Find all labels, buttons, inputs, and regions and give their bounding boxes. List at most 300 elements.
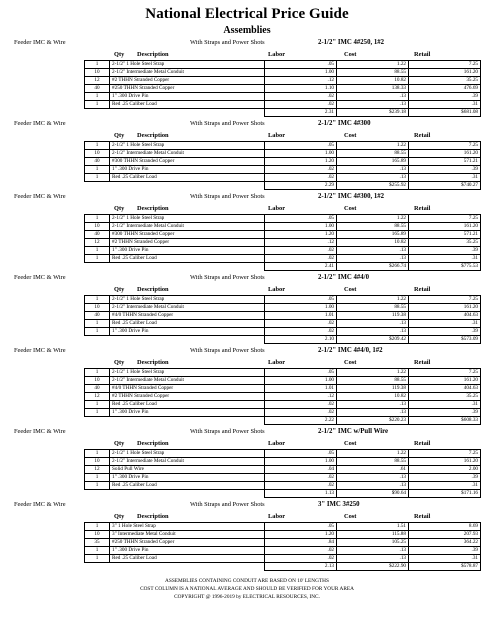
section-category: Feeder IMC & Wire [14,501,66,508]
cell-desc: 2-1/2" Intermediate Metal Conduit [110,223,265,231]
cell-cost: .13 [337,255,409,263]
items-table [84,522,481,571]
table-row [85,231,481,239]
cell-labor: .02 [265,409,337,417]
column-headers [0,357,494,368]
column-header-description: Description [137,513,169,520]
cell-retail: 404.63 [409,385,481,393]
cell-cost: .13 [337,174,409,182]
cell-retail: 7.25 [409,215,481,223]
cell-retail: 404.63 [409,312,481,320]
cell-retail: 161.20 [409,150,481,158]
cell-qty: 40 [85,231,110,239]
cell-desc: Red .25 Caliber Load [110,555,265,563]
cell-desc: #2 THHN Stranded Copper [110,393,265,401]
total-retail: $578.87 [409,563,481,571]
cell-qty: 1 [85,61,110,69]
cell-labor: 1.20 [265,158,337,166]
table-row [85,158,481,166]
cell-desc: Red .25 Caliber Load [110,101,265,109]
table-row [85,409,481,417]
cell-labor: .02 [265,320,337,328]
table-row [85,77,481,85]
assembly-name: 2-1/2" IMC 4#250, 1#2 [318,39,385,46]
table-row [85,215,481,223]
cell-retail: 7.25 [409,142,481,150]
column-header-retail: Retail [414,359,431,366]
column-header-cost: Cost [344,513,357,520]
blank-cell [110,109,265,117]
items-table [84,141,481,190]
cell-labor: .05 [265,369,337,377]
cell-qty: 1 [85,369,110,377]
section-header [0,117,494,130]
cell-labor: .05 [265,215,337,223]
column-header-description: Description [137,359,169,366]
cell-cost: .13 [337,101,409,109]
cell-labor: .05 [265,142,337,150]
blank-cell [110,182,265,190]
cell-labor: 1.00 [265,69,337,77]
cell-cost: .13 [337,474,409,482]
table-row [85,458,481,466]
total-labor: 2.13 [265,563,337,571]
cell-qty: 10 [85,377,110,385]
column-header-labor: Labor [268,51,286,58]
cell-desc: Red .25 Caliber Load [110,174,265,182]
section-header [0,425,494,438]
column-header-labor: Labor [268,132,286,139]
cell-retail: 7.25 [409,450,481,458]
cell-labor: .12 [265,239,337,247]
cell-labor: .04 [265,466,337,474]
total-retail: $740.27 [409,182,481,190]
cell-cost: 119.38 [337,312,409,320]
cell-qty: 10 [85,150,110,158]
cell-retail: 35.25 [409,239,481,247]
column-header-qty: Qty [114,440,125,447]
section-category: Feeder IMC & Wire [14,274,66,281]
table-row [85,531,481,539]
cell-labor: .02 [265,482,337,490]
column-header-cost: Cost [344,205,357,212]
section-header [0,36,494,49]
total-cost: $239.18 [337,109,409,117]
cell-desc: 1" .300 Drive Pin [110,93,265,101]
column-header-labor: Labor [268,513,286,520]
column-header-description: Description [137,132,169,139]
assembly-name: 2-1/2" IMC 4#300 [318,120,371,127]
table-row [85,174,481,182]
blank-cell [85,490,110,498]
table-row [85,539,481,547]
cell-desc: 2-1/2" 1 Hole Steel Strap [110,61,265,69]
table-row [85,150,481,158]
total-retail: $171.16 [409,490,481,498]
section-category: Feeder IMC & Wire [14,120,66,127]
table-row [85,247,481,255]
cell-retail: .31 [409,482,481,490]
cell-qty: 1 [85,523,110,531]
cell-cost: .13 [337,247,409,255]
cell-cost: 10.82 [337,77,409,85]
cell-retail: 571.21 [409,158,481,166]
assembly-section [0,498,494,571]
total-retail: $573.09 [409,336,481,344]
total-cost: $266.74 [337,263,409,271]
assembly-section [0,36,494,117]
column-header-qty: Qty [114,359,125,366]
cell-cost: 105.25 [337,539,409,547]
cell-desc: 2-1/2" 1 Hole Steel Strap [110,142,265,150]
cell-cost: 88.55 [337,377,409,385]
cell-retail: .31 [409,255,481,263]
cell-cost: 1.22 [337,61,409,69]
total-labor: 2.22 [265,417,337,425]
cell-desc: #250 THHN Stranded Copper [110,539,265,547]
cell-qty: 12 [85,77,110,85]
cell-cost: 88.55 [337,69,409,77]
cell-desc: 1" .300 Drive Pin [110,166,265,174]
assembly-name: 2-1/2" IMC 4#4/0, 1#2 [318,347,383,354]
cell-labor: .02 [265,93,337,101]
table-row [85,304,481,312]
cell-desc: #300 THHN Stranded Copper [110,158,265,166]
cell-labor: 1.00 [265,223,337,231]
column-header-retail: Retail [414,205,431,212]
cell-desc: 2-1/2" 1 Hole Steel Strap [110,215,265,223]
cell-desc: #2 THHN Stranded Copper [110,77,265,85]
section-category: Feeder IMC & Wire [14,193,66,200]
cell-qty: 12 [85,466,110,474]
assembly-sections [0,36,494,571]
section-note: With Straps and Power Shots [190,501,265,508]
column-header-labor: Labor [268,286,286,293]
blank-cell [85,263,110,271]
column-header-labor: Labor [268,205,286,212]
table-row [85,320,481,328]
cell-qty: 12 [85,239,110,247]
cell-labor: .02 [265,474,337,482]
total-labor: 1.13 [265,490,337,498]
assembly-section [0,190,494,271]
table-row [85,239,481,247]
column-headers [0,49,494,60]
cell-cost: .13 [337,547,409,555]
cell-labor: 1.10 [265,85,337,93]
section-category: Feeder IMC & Wire [14,347,66,354]
cell-cost: 165.89 [337,231,409,239]
cell-cost: .13 [337,93,409,101]
cell-cost: 138.33 [337,85,409,93]
total-cost: $90.64 [337,490,409,498]
column-header-retail: Retail [414,51,431,58]
total-row [85,109,481,117]
cell-retail: 7.25 [409,61,481,69]
cell-retail: .39 [409,166,481,174]
assembly-name: 2-1/2" IMC 4#300, 1#2 [318,193,385,200]
cell-cost: 1.51 [337,523,409,531]
total-row [85,563,481,571]
column-header-retail: Retail [414,440,431,447]
cell-desc: Solid Pull Wire [110,466,265,474]
column-header-retail: Retail [414,513,431,520]
cell-retail: 161.20 [409,458,481,466]
cell-desc: 2-1/2" Intermediate Metal Conduit [110,69,265,77]
blank-cell [85,417,110,425]
cell-desc: #4/0 THHN Stranded Copper [110,385,265,393]
cell-labor: .02 [265,555,337,563]
total-row [85,417,481,425]
cell-desc: 2-1/2" Intermediate Metal Conduit [110,458,265,466]
table-row [85,523,481,531]
total-labor: 2.31 [265,109,337,117]
footer-line: COST COLUMN IS A NATIONAL AVERAGE AND SHOULD BE VERIFIED FOR YOUR AREA [140,586,354,592]
cell-retail: 161.20 [409,69,481,77]
items-table [84,60,481,117]
cell-labor: .02 [265,255,337,263]
cell-qty: 1 [85,142,110,150]
section-note: With Straps and Power Shots [190,347,265,354]
cell-desc: Red .25 Caliber Load [110,401,265,409]
cell-labor: .02 [265,166,337,174]
column-header-cost: Cost [344,440,357,447]
column-header-cost: Cost [344,359,357,366]
cell-qty: 40 [85,312,110,320]
page-footer [0,577,494,601]
blank-cell [110,417,265,425]
cell-cost: .61 [337,466,409,474]
total-retail: $775.53 [409,263,481,271]
table-row [85,474,481,482]
column-header-labor: Labor [268,440,286,447]
section-header [0,498,494,511]
table-row [85,85,481,93]
cell-cost: 165.89 [337,158,409,166]
cell-labor: 1.01 [265,385,337,393]
total-row [85,336,481,344]
cell-labor: .05 [265,450,337,458]
blank-cell [85,336,110,344]
cell-cost: .13 [337,482,409,490]
cell-qty: 1 [85,328,110,336]
cell-desc: 2-1/2" 1 Hole Steel Strap [110,369,265,377]
cell-cost: 88.55 [337,304,409,312]
cell-retail: 364.22 [409,539,481,547]
column-header-qty: Qty [114,132,125,139]
table-row [85,555,481,563]
cell-labor: 1.00 [265,150,337,158]
cell-qty: 1 [85,555,110,563]
assembly-name: 2-1/2" IMC w/Pull Wire [318,428,389,435]
cell-qty: 1 [85,101,110,109]
table-row [85,296,481,304]
total-labor: 2.29 [265,182,337,190]
cell-desc: 1" .300 Drive Pin [110,409,265,417]
column-headers [0,511,494,522]
cell-desc: 2-1/2" Intermediate Metal Conduit [110,150,265,158]
page-title: National Electrical Price Guide [145,6,349,22]
table-row [85,328,481,336]
blank-cell [110,263,265,271]
cell-qty: 10 [85,531,110,539]
blank-cell [110,490,265,498]
table-row [85,101,481,109]
column-header-cost: Cost [344,132,357,139]
cell-labor: .02 [265,328,337,336]
cell-retail: 7.25 [409,369,481,377]
items-table [84,368,481,425]
cell-retail: 207.93 [409,531,481,539]
cell-desc: Red .25 Caliber Load [110,482,265,490]
table-row [85,393,481,401]
cell-retail: 7.25 [409,296,481,304]
blank-cell [85,109,110,117]
section-note: With Straps and Power Shots [190,39,265,46]
cell-labor: .02 [265,401,337,409]
cell-desc: 2-1/2" 1 Hole Steel Strap [110,450,265,458]
cell-cost: 88.55 [337,223,409,231]
cell-labor: .05 [265,61,337,69]
column-header-description: Description [137,440,169,447]
cell-labor: 1.00 [265,377,337,385]
table-row [85,166,481,174]
cell-labor: .12 [265,393,337,401]
cell-desc: #300 THHN Stranded Copper [110,231,265,239]
cell-labor: 1.01 [265,312,337,320]
column-header-description: Description [137,51,169,58]
cell-cost: .13 [337,328,409,336]
table-row [85,61,481,69]
column-headers [0,130,494,141]
cell-cost: 88.55 [337,150,409,158]
column-header-description: Description [137,205,169,212]
footer-line: ASSEMBLIES CONTAINING CONDUIT ARE BASED ON 10' LENGTHS [165,578,329,584]
cell-retail: .31 [409,174,481,182]
table-row [85,223,481,231]
cell-qty: 10 [85,304,110,312]
cell-qty: 40 [85,385,110,393]
column-header-labor: Labor [268,359,286,366]
page-subtitle: Assemblies [223,25,271,36]
cell-qty: 40 [85,158,110,166]
items-table [84,214,481,271]
cell-retail: 571.21 [409,231,481,239]
cell-retail: .39 [409,409,481,417]
cell-qty: 40 [85,85,110,93]
column-headers [0,284,494,295]
column-header-qty: Qty [114,205,125,212]
total-labor: 2.10 [265,336,337,344]
cell-retail: .31 [409,320,481,328]
cell-desc: #2 THHN Stranded Copper [110,239,265,247]
cell-retail: 2.00 [409,466,481,474]
cell-retail: 35.25 [409,77,481,85]
cell-labor: .02 [265,174,337,182]
cell-desc: #4/0 THHN Stranded Copper [110,312,265,320]
table-row [85,547,481,555]
cell-qty: 1 [85,93,110,101]
cell-desc: 2-1/2" Intermediate Metal Conduit [110,304,265,312]
table-row [85,385,481,393]
table-row [85,401,481,409]
column-header-qty: Qty [114,286,125,293]
cell-qty: 1 [85,247,110,255]
cell-retail: 161.20 [409,377,481,385]
table-row [85,369,481,377]
blank-cell [110,563,265,571]
cell-retail: 35.25 [409,393,481,401]
section-note: With Straps and Power Shots [190,120,265,127]
cell-qty: 1 [85,547,110,555]
cell-labor: .05 [265,296,337,304]
column-header-cost: Cost [344,51,357,58]
cell-cost: .13 [337,401,409,409]
column-header-description: Description [137,286,169,293]
assembly-section [0,117,494,190]
assembly-section [0,344,494,425]
cell-cost: 1.22 [337,369,409,377]
cell-retail: .39 [409,474,481,482]
cell-retail: 161.20 [409,304,481,312]
items-table [84,295,481,344]
cell-retail: .31 [409,101,481,109]
total-cost: $220.23 [337,417,409,425]
cell-desc: 3" 1 Hole Steel Strap [110,523,265,531]
blank-cell [85,563,110,571]
cell-desc: Red .25 Caliber Load [110,320,265,328]
cell-labor: .02 [265,101,337,109]
cell-qty: 12 [85,393,110,401]
cell-qty: 35 [85,539,110,547]
cell-cost: 115.88 [337,531,409,539]
cell-qty: 1 [85,174,110,182]
cell-qty: 10 [85,458,110,466]
cell-labor: .12 [265,77,337,85]
cell-desc: Red .25 Caliber Load [110,255,265,263]
footer-line: COPYRIGHT @ 1996-2019 by ELECTRICAL RESOURCES, INC. [174,594,320,600]
cell-retail: 8.69 [409,523,481,531]
cell-desc: 2-1/2" Intermediate Metal Conduit [110,377,265,385]
cell-labor: .02 [265,247,337,255]
cell-retail: .39 [409,547,481,555]
column-header-qty: Qty [114,51,125,58]
column-headers [0,203,494,214]
cell-desc: 3" Intermediate Metal Conduit [110,531,265,539]
table-row [85,255,481,263]
cell-cost: 10.82 [337,393,409,401]
section-note: With Straps and Power Shots [190,428,265,435]
cell-cost: 1.22 [337,450,409,458]
cell-retail: 161.20 [409,223,481,231]
table-row [85,142,481,150]
cell-qty: 1 [85,320,110,328]
assembly-name: 2-1/2" IMC 4#4/0 [318,274,369,281]
blank-cell [85,182,110,190]
section-header [0,190,494,203]
cell-cost: .13 [337,166,409,174]
blank-cell [110,336,265,344]
column-headers [0,438,494,449]
cell-labor: .84 [265,539,337,547]
cell-qty: 10 [85,69,110,77]
table-row [85,377,481,385]
table-row [85,466,481,474]
cell-labor: 1.00 [265,458,337,466]
total-cost: $222.90 [337,563,409,571]
total-row [85,182,481,190]
cell-cost: 119.38 [337,385,409,393]
